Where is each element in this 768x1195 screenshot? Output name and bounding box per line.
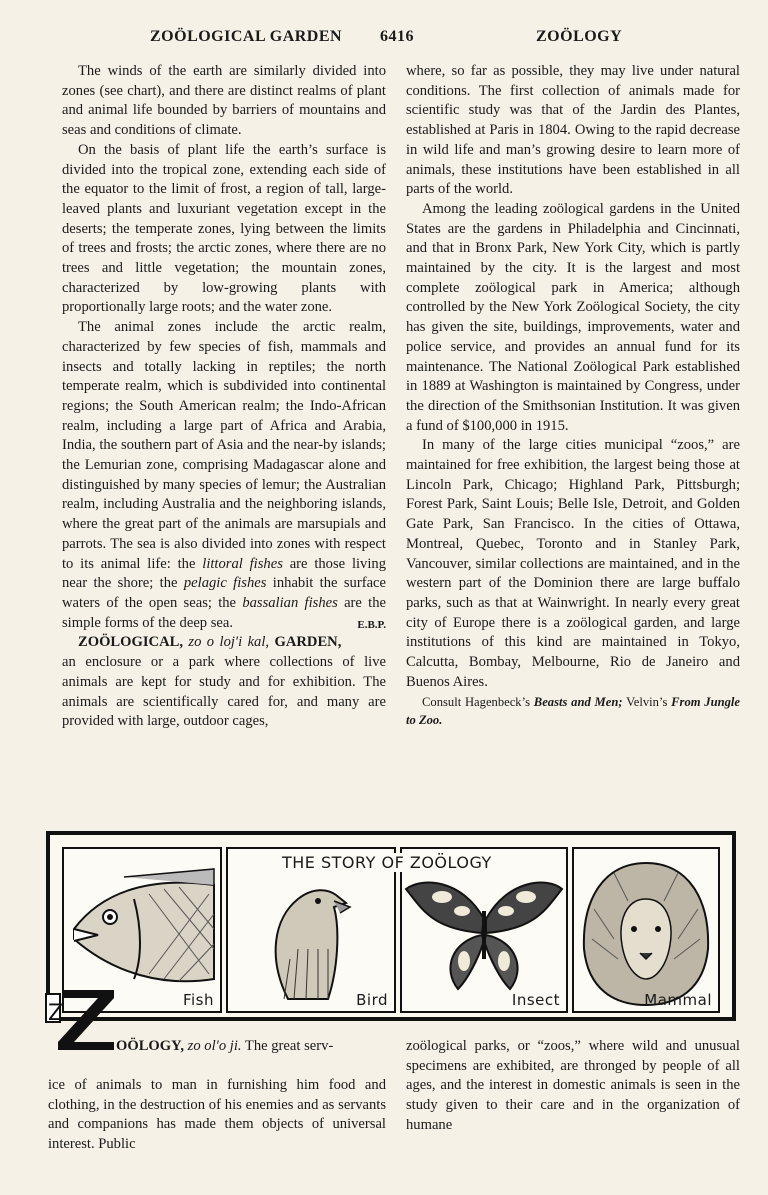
panel-label-insect: Insect (511, 991, 560, 1009)
butterfly-illustration (402, 849, 566, 1011)
pronunciation: zo o loj′i kal, (183, 634, 270, 651)
initial-letter: Z (48, 1001, 64, 1026)
entry-headword: GARDEN, (269, 634, 342, 651)
left-text-column (62, 62, 386, 732)
zoology-entry-right-column (406, 1037, 740, 1136)
running-header (0, 28, 768, 52)
plate-title: THE STORY OF ZOÖLOGY (282, 853, 492, 872)
book-title: From Jungle to Zoo. (406, 694, 741, 727)
story-of-zoology-plate (46, 831, 736, 1021)
paragraph: where, so far as possible, they may live under natural conditions. The first collection of animals made for scientific study was that of the Jardin des Plantes, established at Paris in 1804. Owing to the rapid decrease in wild life and man’s growing desire to learn more of animals, these institutions have been established in all parts of the world. (406, 63, 740, 198)
header-right-title: ZOÖLOGY (536, 28, 623, 45)
bird-illustration (228, 849, 394, 1011)
paragraph: zoölogical parks, or “zoos,” where wild and unusual specimens are exhibited, are thronged by people of all ages, and the interest in domestic animals is seen in the study given to their care and in the organization of humane (406, 1038, 740, 1133)
italic-term: bassalian fishes (242, 594, 338, 611)
entry-zoological-garden (62, 633, 386, 732)
paragraph: On the basis of plant life the earth’s surface is divided into the tropical zone, extending each side of the equator to the limit of frost, a region of tall, large-leaved plants and luxuriant vegetation except in the deserts; the temperate zones, lying between the limits of trees and frosts; the arctic zones, where there are no trees and little vegetation; the mountain zones, characterized by low-growing plants with proportionally large roots; and the water zone. (62, 141, 386, 316)
right-text-column (406, 62, 740, 729)
text-run: inhabit the surface waters of the open seas; the (62, 575, 386, 611)
entry-headword: OÖLOGY, (116, 1038, 184, 1054)
text-run: are those living near the shore; the (62, 555, 386, 592)
italic-term: pelagic fishes (183, 575, 267, 592)
panel-label-fish: Fish (182, 991, 214, 1009)
header-left-title: ZOÖLOGICAL GARDEN (150, 28, 343, 45)
entry-zoology-head (116, 1037, 386, 1057)
text-run: an enclosure or a park where collections of live animals are kept for study and for exhibition. The animals are scientifically cared for, and many are provided with large, outdoor cages, (62, 654, 386, 730)
paragraph-animal-zones (62, 318, 386, 633)
panel-label-mammal: Mammal (644, 991, 712, 1009)
pronunciation: zo ol′o ji. (184, 1038, 242, 1054)
page-number: 6416 (380, 28, 414, 45)
text-run: Consult Hagenbeck’s (422, 694, 534, 709)
paragraph: In many of the large cities municipal “zoos,” are maintained for free exhibition, the largest being those at Lincoln Park, Chicago; Highland Park, Pittsburgh; Forest Park, Saint Louis; Belle Isle, Detroit, and Golden Gate Park, San Francisco. In the cities of Ottawa, Montreal, Quebec, Toronto and in Stanley Park, Vancouver, similar collections are maintained, and in the western part of the Dominion there are large buffalo parks, such as that at Wainwright. In nearly every great city of Europe there is a zoölogical garden, and large institutions of this kind are maintained in Tokyo, Calcutta, Bombay, Melbourne, Rio de Janeiro and Buenos Aires. (406, 437, 740, 690)
book-title: Beasts and Men; (533, 694, 623, 709)
text-run: are the simple forms of the deep sea. (62, 594, 386, 631)
zoology-entry-left-column (48, 1076, 386, 1155)
paragraph: The winds of the earth are similarly divided into zones (see chart), and there are distinct realms of plant and animal life bounded by barriers of mountains and seas and conditions of climate. (62, 63, 386, 139)
text-run: The animal zones include the arctic realm, characterized by few species of fish, mammals and insects and totally lacking in reptiles; the north temperate realm, which is subdivided into continental regions; the South American realm; the Indo-African realm, including a large part of Africa and Arabia, India, the southern part of Asia and the near-by islands; the Lemurian zone, comprising Madagascar alone and distinguished by many species of lemur; the Australian realm, including Australia and the neighboring islands, where the great part of the animals are marsupials and parrots. The sea is also divided into zones with respect to its animal life: the (62, 319, 386, 572)
zoology-entry-first-line (116, 1037, 386, 1057)
decorative-initial-z (44, 984, 116, 1054)
text-run: The great serv- (241, 1038, 334, 1054)
panel-label-bird: Bird (356, 991, 388, 1009)
paragraph: ice of animals to man in furnishing him food and clothing, in the destruction of his enemies and as servants and companions has made them objects of universal interest. Public (48, 1077, 386, 1153)
mammal-panel (572, 847, 720, 1013)
lion-illustration (574, 849, 718, 1011)
consult-references (406, 693, 740, 729)
author-signature: E.B.P. (357, 618, 386, 631)
paragraph: Among the leading zoölogical gardens in the United States are the gardens in Philadelphia and Cincinnati, and that in Bronx Park, New York City, which is partly maintained by the city. It is the largest and most complete zoölogical park in America; although controlled by the New York Zoölogical Society, the city has given the site, buildings, improvements, water and police service, and provides an annual fund for its maintenance. The National Zoölogical Park established in 1889 at Washington is maintained by Congress, under the direction of the Smithsonian Institution. It was given a fund of $100,000 in 1915. (406, 200, 740, 434)
italic-term: littoral fishes (202, 555, 283, 572)
entry-headword: ZOÖLOGICAL, (78, 634, 184, 651)
text-run: Velvin’s (622, 694, 672, 709)
